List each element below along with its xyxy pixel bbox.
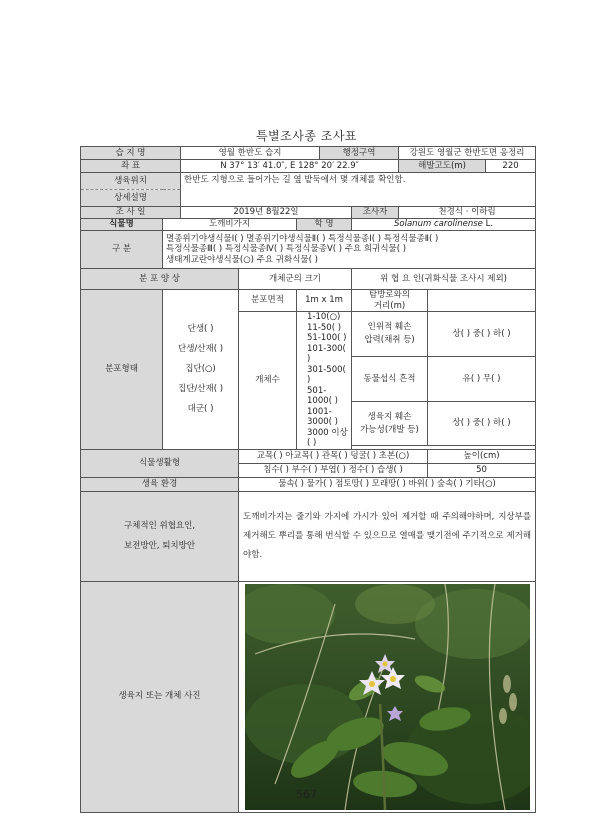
- form-option: 집단/산재( ): [177, 384, 224, 395]
- page-title: 특별조사종 조사표: [255, 129, 358, 143]
- coordinates-label: 좌 표: [81, 160, 181, 173]
- photo-cell: [239, 581, 536, 812]
- trail-distance-value: [428, 290, 536, 312]
- scientific-name-label: 학 명: [297, 219, 352, 231]
- threats-text: 도깨비가지는 줄기와 가지에 가시가 있어 제거할 때 주의해야하며, 지상부를 제거해도 뿌리를 통해 번식할 수 있으므로 열매를 맺기전에 주기적으로 제거해야함.: [239, 491, 536, 581]
- distribution-area-label: 분포면적: [239, 290, 297, 312]
- count-option: 11-50( ): [307, 322, 342, 333]
- photo-label: 생육지 또는 개체 사진: [81, 581, 239, 812]
- height-label: 높이(cm): [428, 449, 536, 463]
- count-option: 3000 이상( ): [307, 427, 348, 449]
- threat-factors-header: 위 협 요 인(귀화식물 조사시 제외): [352, 269, 536, 290]
- human-pressure-label: [352, 312, 428, 357]
- wetland-name-value: 영월 한반도 습지: [181, 147, 320, 160]
- survey-date-value: 2019년 8월22일: [181, 207, 352, 219]
- altitude-value: 220: [486, 160, 536, 173]
- distribution-section-label: 분 포 양 상: [81, 269, 239, 290]
- count-option: 51-100( ): [307, 333, 347, 344]
- individual-count-label: 개체수: [239, 312, 297, 450]
- human-pressure-label-line: 인위적 훼손: [367, 322, 412, 333]
- threats-label: [81, 491, 239, 581]
- altitude-label: 해발고도(m): [399, 160, 486, 173]
- admin-area-value: 강원도 영월군 한반도면 옹정리: [399, 147, 536, 160]
- surveyor-value: 천경식 · 이하림: [399, 207, 536, 219]
- wetland-name-label: 습 지 명: [81, 147, 181, 160]
- human-pressure-value: 상( ) 중( ) 하( ): [428, 312, 536, 357]
- classification-line: 멸종위기야생식물Ⅰ( ) 멸종위기야생식물Ⅱ( ) 특정식물종Ⅰ( ) 특정식물종Ⅱ( ): [166, 233, 439, 244]
- population-size-header: 개체군의 크기: [239, 269, 352, 290]
- threats-label-line: 보전방안, 퇴치방안: [123, 541, 196, 552]
- plant-name-label: 식물명: [81, 219, 163, 231]
- animal-feeding-label: 동물섭식 흔적: [352, 356, 428, 401]
- habitat-damage-label-line: 생육지 훼손: [367, 411, 412, 422]
- count-option: 1001-3000( ): [307, 406, 338, 428]
- distribution-form-label: 분포형태: [81, 290, 163, 450]
- location-label: 생육위치: [81, 173, 181, 190]
- plant-name-value: 도깨비가지: [163, 219, 297, 231]
- detail-label: 상세설명: [81, 190, 181, 207]
- animal-feeding-value: 유( ) 무( ): [428, 356, 536, 401]
- distribution-form-options: [163, 290, 239, 450]
- form-option: 대군( ): [187, 404, 214, 415]
- form-option: 단생/산재( ): [177, 344, 224, 355]
- classification-label: 구 분: [81, 231, 163, 269]
- habitat-environment-label: 생육 환경: [81, 477, 239, 491]
- trail-distance-label-line: 거리(m): [373, 300, 406, 311]
- count-option: 301-500( ): [307, 364, 346, 386]
- life-form-line-2: 침수( ) 부수( ) 부엽( ) 정수( ) 습생( ): [239, 463, 428, 477]
- individual-count-options: [297, 312, 352, 450]
- admin-area-label: 행정구역: [320, 147, 399, 160]
- location-value: 한반도 지형으로 들어가는 길 옆 밭둑에서 몇 개체를 확인함.: [181, 173, 536, 207]
- life-form-line-1: 교목( ) 아교목( ) 관목( ) 덩굴( ) 초본(○): [239, 449, 428, 463]
- classification-checklist: [163, 231, 536, 269]
- classification-line: 특정식물종Ⅲ( ) 특정식물종Ⅳ( ) 특정식물종Ⅴ( ) 주요 희귀식물( ): [166, 244, 407, 255]
- habitat-damage-label-line: 가능성(개발 등): [360, 424, 419, 435]
- form-option: 단생( ): [187, 324, 214, 335]
- habitat-damage-label: [352, 401, 428, 446]
- height-value: 50: [428, 463, 536, 477]
- plant-photo: [245, 584, 530, 810]
- count-option: 101-300( ): [307, 343, 346, 365]
- coordinates-value: N 37° 13′ 41.0″, E 128° 20′ 22.9″: [181, 160, 399, 173]
- scientific-name-value: [352, 219, 536, 231]
- survey-date-label: 조 사 일: [81, 207, 181, 219]
- survey-table: [80, 146, 536, 813]
- trail-distance-label: [352, 290, 428, 312]
- threats-label-line: 구체적인 위협요인,: [123, 521, 196, 532]
- human-pressure-label-line: 압력(채취 등): [364, 335, 415, 346]
- distribution-area-value: 1m x 1m: [297, 290, 352, 312]
- scientific-name-italic: Solanum carolinense: [394, 219, 483, 230]
- habitat-damage-value: 상( ) 중( ) 하( ): [428, 401, 536, 446]
- scientific-name-author: L.: [485, 219, 494, 230]
- form-option: 집단(○): [185, 364, 216, 375]
- plant-photo-image: [245, 584, 530, 810]
- habitat-environment-value: 물속( ) 물가( ) 점토땅( ) 모래땅( ) 바위( ) 숲속( ) 기타(○): [239, 477, 536, 491]
- count-option: 1-10(○): [307, 312, 341, 323]
- life-form-label: 식물생활형: [81, 449, 239, 477]
- page-number: 567: [296, 788, 317, 801]
- trail-distance-label-line: 탐방로와의: [368, 290, 411, 300]
- classification-line: 생태계교란야생식물(○) 주요 귀화식물( ): [166, 254, 318, 265]
- surveyor-label: 조사자: [352, 207, 399, 219]
- count-option: 501-1000( ): [307, 385, 338, 407]
